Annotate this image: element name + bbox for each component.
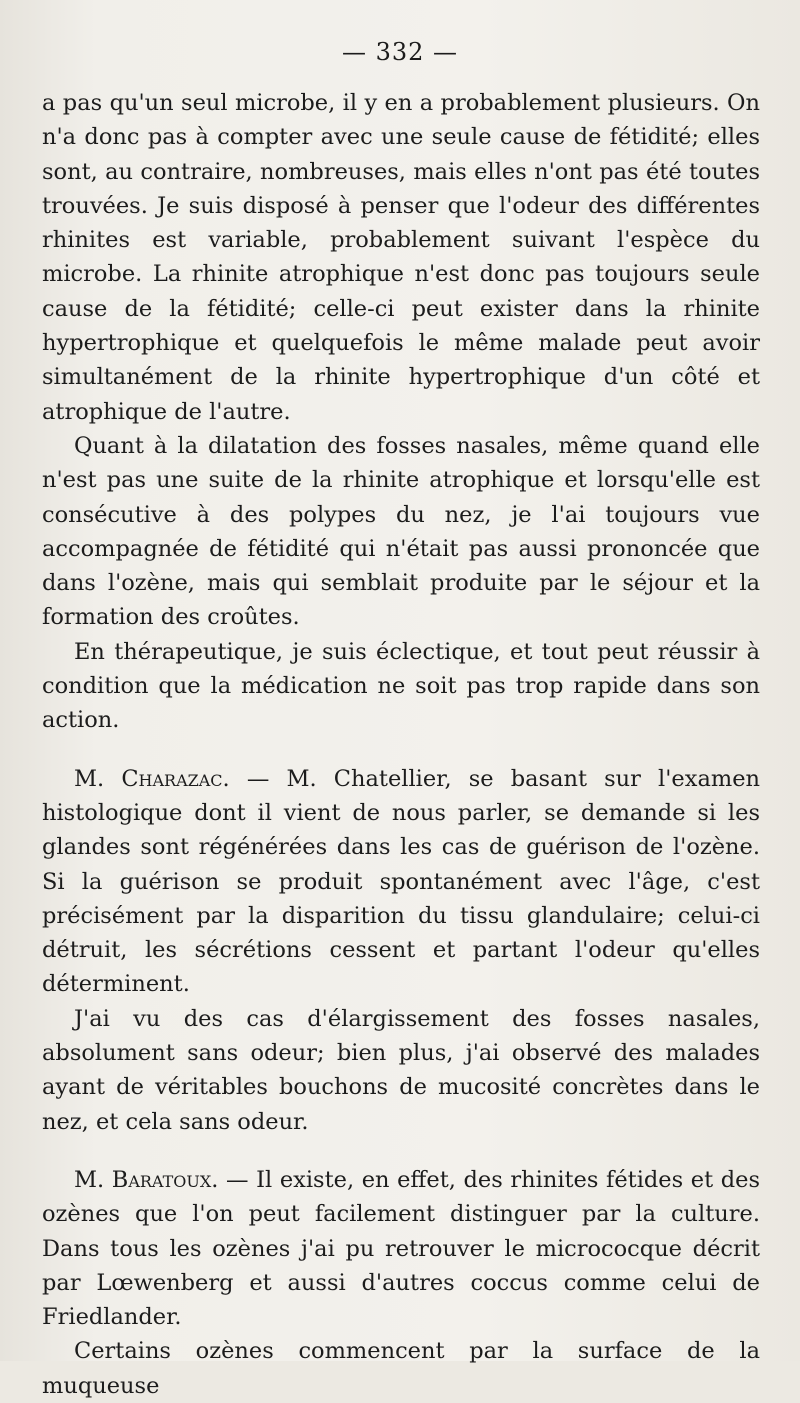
paragraph-text: J'ai vu des cas d'élargissement des fosses nasales, absolument sans odeur; bien plus, j'ai observé des malades ayant de véritables bouchons de mucosité concrètes dans le nez, et cela sans odeur. <box>42 1005 760 1135</box>
paragraph-text: a pas qu'un seul microbe, il y en a probablement plusieurs. On n'a donc pas à compter avec une seule cause de fétidité; elles sont, au contraire, nombreuses, mais elles n'ont pas été toutes trouvées. Je suis disposé à penser que l'odeur des différentes rhinites est variable, probablement suivant l'espèce du microbe. La rhinite atrophique n'est donc pas toujours seule cause de la fétidité; celle-ci peut exister dans la rhinite hypertrophique et quelquefois le même malade peut avoir simultanément de la rhinite hypertrophique d'un côté et atrophique de l'autre. <box>42 90 760 425</box>
paragraph-text: — Il existe, en effet, des rhinites fétides et des ozènes que l'on peut facilement distinguer par la culture. Dans tous les ozènes j'ai pu retrouver le micrococque décrit par Lœwenberg et aussi d'autres coccus comme celui de Friedlander. <box>42 1166 760 1331</box>
speaker-name: M. Baratoux. <box>74 1166 219 1193</box>
paragraph <box>42 1334 760 1403</box>
paragraph <box>42 635 760 738</box>
speech-paragraph <box>42 762 760 1002</box>
paragraph-text: En thérapeutique, je suis éclectique, et tout peut réussir à condition que la médication ne soit pas trop rapide dans son action. <box>42 638 760 734</box>
speaker-name: M. Charazac. <box>74 765 230 792</box>
paragraph-text: — M. Chatellier, se basant sur l'examen histologique dont il vient de nous parler, se demande si les glandes sont régénérées dans les cas de guérison de l'ozène. Si la guérison se produit spontanément avec l'âge, c'est précisément par la disparition du tissu glandulaire; celui-ci détruit, les sécrétions cessent et partant l'odeur qu'elles déterminent. <box>42 765 760 998</box>
speech-paragraph <box>42 1163 760 1334</box>
body-text <box>42 86 760 1403</box>
paragraph <box>42 429 760 635</box>
page-number: — 332 — <box>341 38 459 66</box>
paragraph-text: Certains ozènes commencent par la surface de la muqueuse <box>42 1338 760 1399</box>
paragraph <box>42 86 760 429</box>
paragraph <box>42 1002 760 1139</box>
paragraph-text: Quant à la dilatation des fosses nasales, même quand elle n'est pas une suite de la rhinite atrophique et lorsqu'elle est consécutive à des polypes du nez, je l'ai toujours vue accompagnée de fétidité qui n'était pas aussi prononcée que dans l'ozène, mais qui semblait produite par le séjour et la formation des croûtes. <box>42 432 760 631</box>
